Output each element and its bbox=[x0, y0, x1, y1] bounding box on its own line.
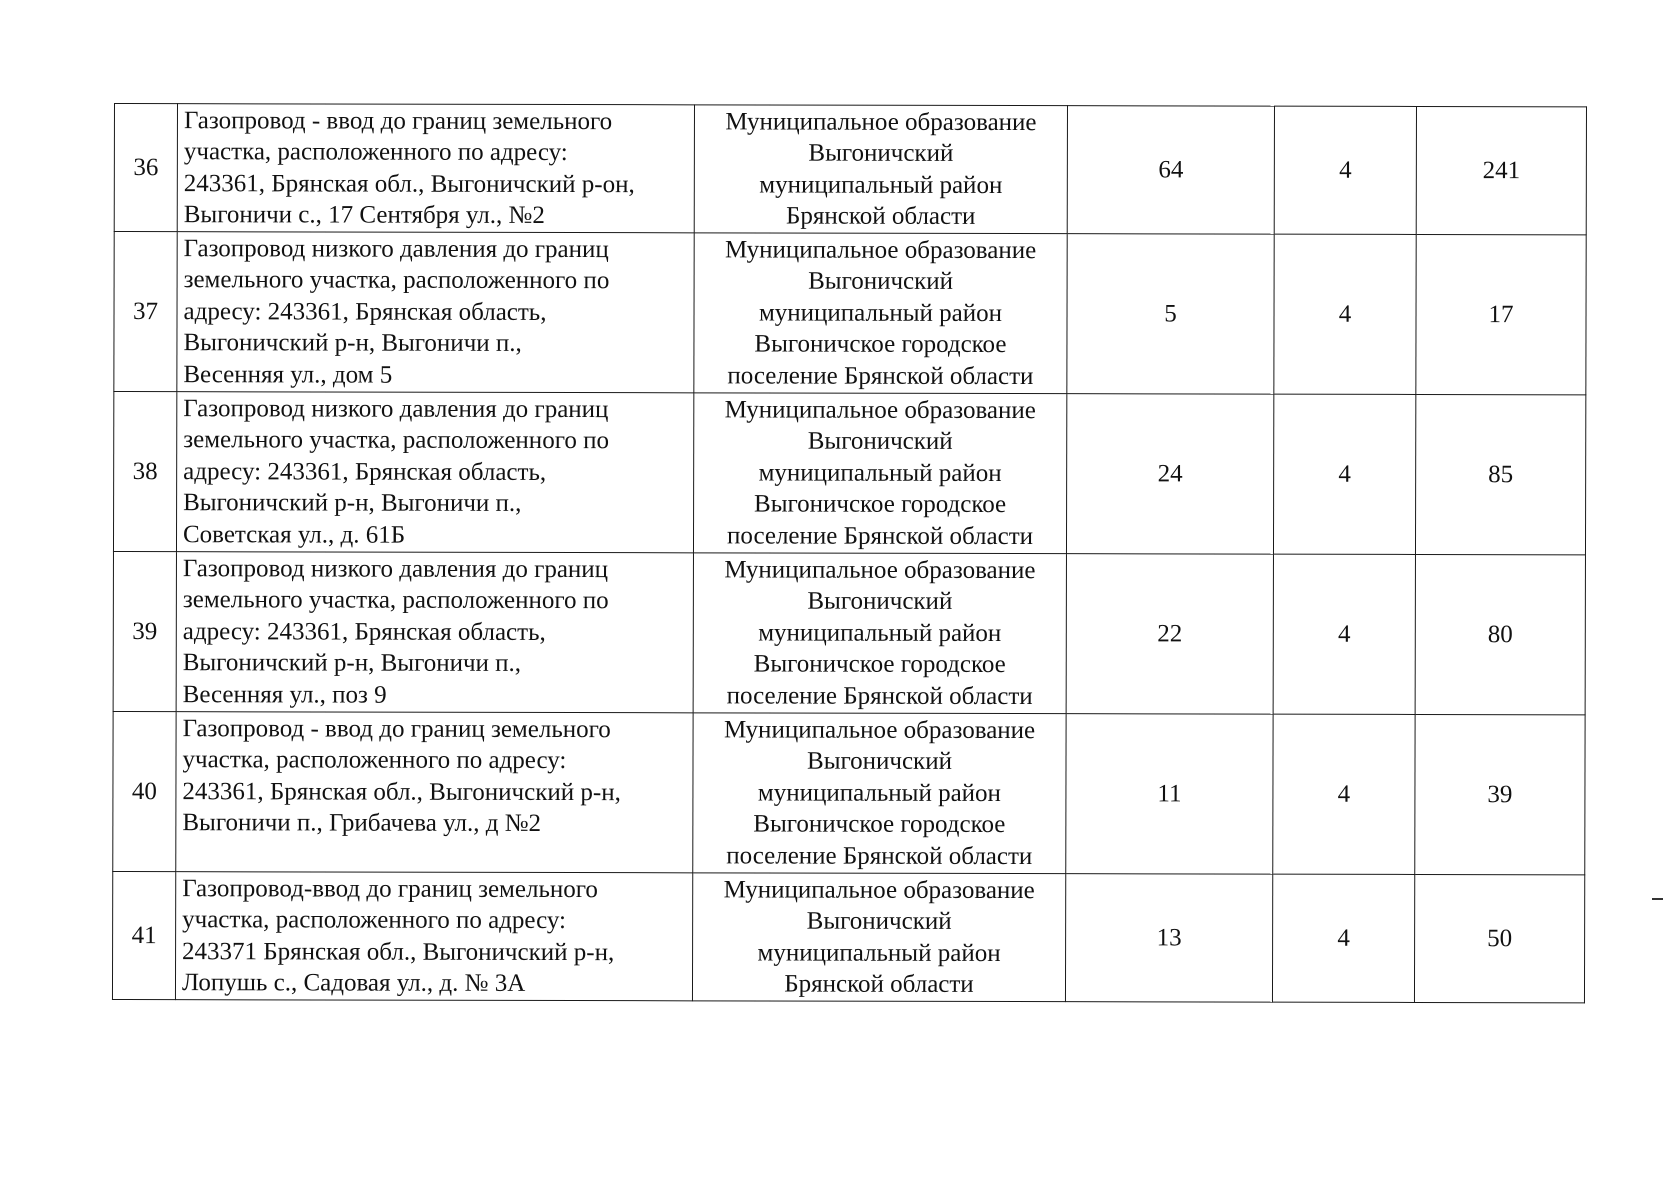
object-name-cell bbox=[176, 392, 693, 553]
owner-line: Муниципальное образование bbox=[724, 396, 1036, 424]
owner-cell bbox=[693, 553, 1066, 714]
registry-table bbox=[112, 103, 1587, 1003]
row-number: 38 bbox=[113, 392, 176, 552]
owner-line: муниципальный район bbox=[758, 459, 1002, 487]
owner-line: поселение Брянской области bbox=[727, 362, 1034, 390]
owner-line: Выгоничский bbox=[808, 139, 954, 167]
object-name-line: Газопровод низкого давления до границ bbox=[182, 554, 609, 583]
value-cell-2: 4 bbox=[1272, 874, 1414, 1002]
owner-line: муниципальный район bbox=[758, 299, 1003, 327]
owner-cell bbox=[692, 873, 1065, 1002]
owner-cell bbox=[694, 233, 1067, 394]
object-name-line: земельного участка, расположенного по bbox=[182, 586, 609, 615]
table-row bbox=[112, 871, 1584, 1002]
object-name-cell bbox=[177, 232, 694, 393]
owner-line: Выгоничское городское bbox=[753, 810, 1006, 839]
registry-table-body bbox=[112, 104, 1586, 1003]
value-cell-1: 22 bbox=[1066, 554, 1273, 714]
owner-line: муниципальный район bbox=[759, 170, 1003, 199]
object-name-line: адресу: 243361, Брянская область, bbox=[183, 297, 547, 326]
object-name-line: Газопровод низкого давления до границ bbox=[183, 234, 609, 263]
scan-mark bbox=[1652, 898, 1663, 900]
owner-line: Выгоничское городское bbox=[754, 330, 1007, 359]
owner-line: Муниципальное образование bbox=[724, 556, 1036, 584]
owner-line: муниципальный район bbox=[758, 619, 1002, 647]
row-number: 36 bbox=[114, 104, 177, 232]
object-name-line: Газопровод-ввод до границ земельного bbox=[182, 874, 598, 903]
value-cell-3: 241 bbox=[1416, 106, 1586, 234]
owner-line: Выгоничский bbox=[808, 267, 954, 296]
object-name-line: Выгоничи с., 17 Сентября ул., №2 bbox=[183, 201, 545, 229]
object-name-line: 243361, Брянская обл., Выгоничский р-он, bbox=[183, 169, 635, 198]
value-cell-3: 85 bbox=[1415, 394, 1585, 554]
value-cell-2: 4 bbox=[1273, 554, 1415, 714]
object-name-line: Выгоничский р-н, Выгоничи п., bbox=[183, 489, 522, 518]
object-name-line: Советская ул., д. 61Б bbox=[182, 520, 406, 549]
owner-line: Выгоничский bbox=[807, 587, 953, 616]
table-row bbox=[114, 232, 1586, 395]
object-name-line bbox=[182, 839, 686, 872]
row-number: 41 bbox=[112, 871, 175, 999]
owner-line: Муниципальное образование bbox=[725, 107, 1037, 136]
object-name-line: участка, расположенного по адресу: bbox=[183, 138, 568, 167]
value-cell-1: 13 bbox=[1065, 874, 1272, 1002]
object-name-line: Газопровод - ввод до границ земельного bbox=[183, 106, 613, 135]
owner-line: Выгоничский bbox=[807, 747, 953, 776]
object-name-line: Выгоничский р-н, Выгоничи п., bbox=[182, 649, 522, 678]
owner-line: Выгоничское городское bbox=[753, 650, 1006, 679]
value-cell-1: 11 bbox=[1066, 714, 1273, 874]
owner-line: Муниципальное образование bbox=[723, 875, 1035, 904]
object-name-cell bbox=[176, 712, 693, 873]
owner-line: Выгоничский bbox=[807, 427, 953, 456]
owner-line: Выгоничское городское bbox=[754, 490, 1007, 519]
object-name-line: земельного участка, расположенного по bbox=[183, 266, 610, 295]
owner-line: Выгоничский bbox=[806, 907, 952, 935]
value-cell-2: 4 bbox=[1273, 714, 1415, 874]
value-cell-1: 64 bbox=[1067, 106, 1274, 234]
owner-line: Муниципальное образование bbox=[725, 236, 1037, 264]
object-name-line: Выгоничи п., Грибачева ул., д №2 bbox=[182, 809, 542, 838]
owner-line: Муниципальное образование bbox=[723, 716, 1036, 744]
row-number: 39 bbox=[113, 552, 176, 712]
table-row bbox=[113, 392, 1585, 555]
owner-cell bbox=[693, 713, 1066, 874]
value-cell-3: 17 bbox=[1416, 234, 1586, 394]
value-cell-1: 24 bbox=[1066, 394, 1273, 554]
owner-cell bbox=[693, 393, 1066, 554]
object-name-line: адресу: 243361, Брянская область, bbox=[183, 457, 547, 486]
object-name-line: земельного участка, расположенного по bbox=[183, 426, 609, 455]
object-name-line: участка, расположенного по адресу: bbox=[182, 906, 567, 935]
object-name-line: Газопровод низкого давления до границ bbox=[183, 394, 609, 423]
object-name-line: Газопровод - ввод до границ земельного bbox=[182, 714, 611, 743]
object-name-line: адресу: 243361, Брянская область, bbox=[182, 617, 546, 646]
owner-line: поселение Брянской области bbox=[726, 682, 1033, 710]
value-cell-2: 4 bbox=[1273, 394, 1415, 554]
row-number: 40 bbox=[113, 711, 176, 871]
table-row bbox=[113, 552, 1585, 715]
value-cell-3: 39 bbox=[1415, 714, 1585, 874]
object-name-line: Весенняя ул., поз 9 bbox=[182, 680, 387, 709]
row-number: 37 bbox=[114, 232, 177, 392]
value-cell-2: 4 bbox=[1274, 106, 1416, 234]
owner-line: поселение Брянской области bbox=[726, 522, 1034, 550]
object-name-cell bbox=[176, 552, 693, 713]
value-cell-2: 4 bbox=[1274, 234, 1416, 394]
value-cell-1: 5 bbox=[1067, 234, 1274, 394]
object-name-cell bbox=[177, 104, 694, 233]
object-name-cell bbox=[175, 872, 692, 1001]
value-cell-3: 80 bbox=[1415, 554, 1585, 714]
object-name-line: Выгоничский р-н, Выгоничи п., bbox=[183, 329, 522, 358]
object-name-line: Лопушь с., Садовая ул., д. № 3А bbox=[181, 969, 526, 997]
object-name-line: 243371 Брянская обл., Выгоничский р-н, bbox=[182, 937, 615, 966]
table-row bbox=[113, 711, 1585, 874]
owner-line: поселение Брянской области bbox=[726, 842, 1033, 870]
owner-cell bbox=[694, 105, 1067, 234]
owner-line: муниципальный район bbox=[757, 779, 1001, 807]
value-cell-3: 50 bbox=[1414, 874, 1584, 1002]
table-row bbox=[114, 104, 1586, 235]
object-name-line: участка, расположенного по адресу: bbox=[182, 746, 567, 775]
object-name-line: 243361, Брянская обл., Выгоничский р-н, bbox=[182, 777, 621, 806]
owner-line: Брянской области bbox=[786, 202, 976, 230]
owner-line: Брянской области bbox=[784, 970, 974, 998]
owner-line: муниципальный район bbox=[757, 938, 1001, 967]
object-name-line: Весенняя ул., дом 5 bbox=[183, 360, 393, 389]
